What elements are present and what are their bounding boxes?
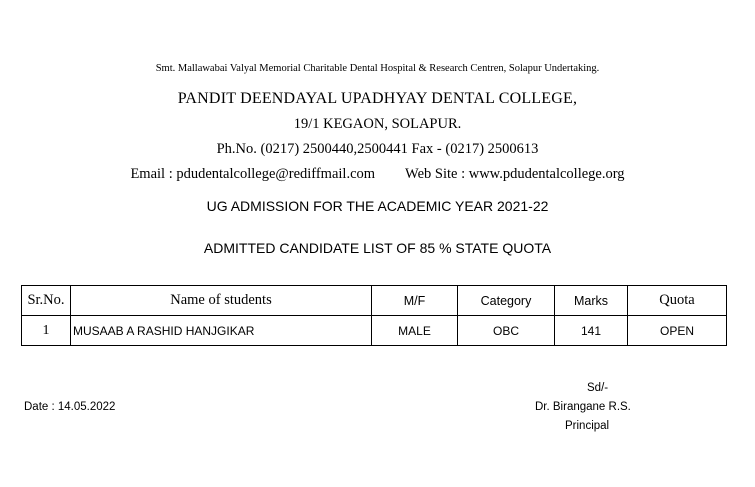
admission-title: UG ADMISSION FOR THE ACADEMIC YEAR 2021-22: [206, 198, 549, 214]
cell-quota: OPEN: [628, 316, 727, 346]
signed-text: Sd/-: [587, 382, 609, 394]
header-marks: Marks: [555, 286, 628, 316]
cell-gender: MALE: [372, 316, 458, 346]
signatory-designation: Principal: [565, 420, 610, 432]
list-title: ADMITTED CANDIDATE LIST OF 85 % STATE QUOTA: [203, 240, 552, 256]
contact-line: [0, 166, 755, 183]
website-text: Web Site : www.pdudentalcollege.org: [405, 166, 625, 182]
table-row: [22, 316, 727, 346]
college-name: PANDIT DEENDAYAL UPADHYAY DENTAL COLLEGE,: [177, 90, 578, 107]
trust-line: Smt. Mallawabai Valyal Memorial Charitable Dental Hospital & Research Centren, Solapur Undertaking.: [155, 63, 600, 74]
cell-srno: 1: [22, 316, 71, 346]
email-text: Email : pdudentalcollege@rediffmail.com: [130, 166, 376, 182]
header-category: Category: [458, 286, 555, 316]
cell-name: MUSAAB A RASHID HANJGIKAR: [71, 316, 372, 346]
phone-fax-line: Ph.No. (0217) 2500440,2500441 Fax - (0217) 2500613: [216, 141, 539, 157]
header-name: Name of students: [71, 286, 372, 316]
signatory-name: Dr. Birangane R.S.: [535, 401, 631, 413]
college-address: 19/1 KEGAON, SOLAPUR.: [293, 116, 462, 132]
header-gender: M/F: [372, 286, 458, 316]
header-srno: Sr.No.: [22, 286, 71, 316]
cell-category: OBC: [458, 316, 555, 346]
cell-marks: 141: [555, 316, 628, 346]
table-header-row: [22, 286, 727, 316]
date-text: Date : 14.05.2022: [24, 401, 116, 413]
candidate-table: [21, 285, 727, 346]
header-quota: Quota: [628, 286, 727, 316]
